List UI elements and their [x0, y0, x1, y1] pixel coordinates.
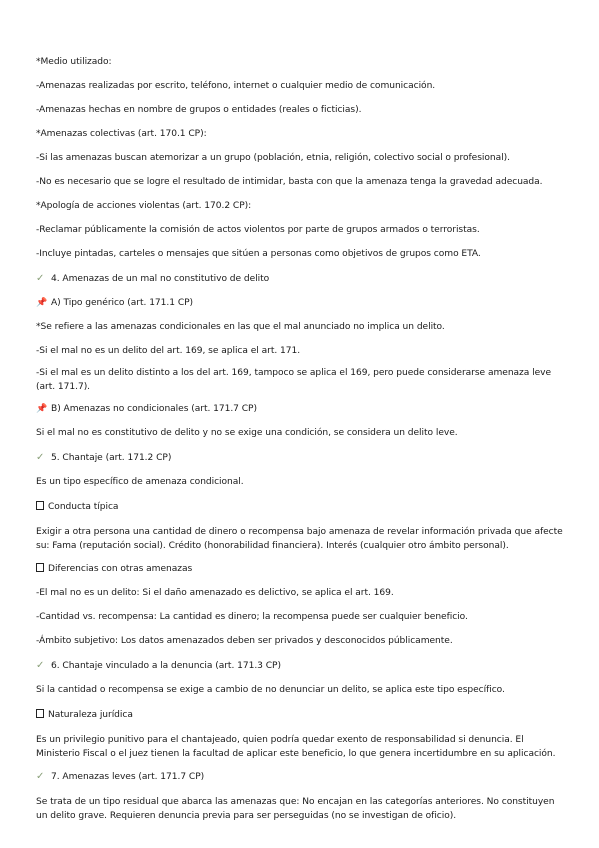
heading-text: 6. Chantaje vinculado a la denuncia (art. 171.3 CP): [51, 661, 281, 671]
text-line: -Si el mal no es un delito del art. 169, se aplica el art. 171.: [36, 346, 301, 356]
text-line: Es un tipo específico de amenaza condicional.: [36, 477, 244, 487]
section-heading-7: [36, 771, 566, 783]
heading-text: 5. Chantaje (art. 171.2 CP): [51, 453, 172, 463]
paragraph: -Si el mal es un delito distinto a los del art. 169, tampoco se aplica el 169, pero puede considerarse amenaza leve (art. 171.7).: [36, 368, 552, 392]
text-line: *Se refiere a las amenazas condicionales en las que el mal anunciado no implica un delito.: [36, 322, 445, 332]
check-icon: ✓: [36, 452, 45, 463]
paragraph: Es un privilegio punitivo para el chantajeado, quien podría quedar exento de responsabilidad si denuncia. El Ministerio Fiscal o el juez tienen la facultad de aplicar este beneficio, lo que genera incertidumbre en su aplicación.: [36, 735, 556, 759]
pushpin-icon: 📌: [36, 404, 48, 414]
check-icon: ✓: [36, 771, 45, 782]
text-line: Si la cantidad o recompensa se exige a cambio de no denunciar un delito, se aplica este tipo específico.: [36, 685, 505, 695]
heading-text: Diferencias con otras amenazas: [48, 564, 193, 574]
text-line: -Amenazas realizadas por escrito, teléfono, internet o cualquier medio de comunicación.: [36, 81, 436, 91]
subsection-heading-a: [36, 298, 566, 309]
section-heading-6: [36, 660, 566, 672]
text-line: Si el mal no es constitutivo de delito y no se exige una condición, se considera un delito leve.: [36, 428, 458, 438]
heading-text: 7. Amenazas leves (art. 171.7 CP): [51, 772, 205, 782]
box-heading-naturaleza: [36, 709, 566, 721]
text-line: -No es necesario que se logre el resultado de intimidar, basta con que la amenaza tenga la gravedad adecuada.: [36, 177, 543, 187]
text-line: -El mal no es un delito: Si el daño amenazado es delictivo, se aplica el art. 169.: [36, 588, 394, 598]
heading-text: Naturaleza jurídica: [48, 710, 133, 720]
section-heading-4: [36, 273, 566, 285]
subsection-heading-b: [36, 404, 566, 415]
paragraph: Exigir a otra persona una cantidad de dinero o recompensa bajo amenaza de revelar información privada que afecte su: Fama (reputación social). Crédito (honorabilidad financiera). Interés (cualquier otro ámbito personal).: [36, 527, 563, 551]
checkbox-icon: [36, 709, 44, 718]
text-line: -Ámbito subjetivo: Los datos amenazados deben ser privados y desconocidos públicamente.: [36, 636, 453, 646]
check-icon: ✓: [36, 660, 45, 671]
text-line: -Reclamar públicamente la comisión de actos violentos por parte de grupos armados o terroristas.: [36, 225, 480, 235]
section-heading-5: [36, 452, 566, 464]
text-line: *Apología de acciones violentas (art. 170.2 CP):: [36, 201, 252, 211]
text-line: *Amenazas colectivas (art. 170.1 CP):: [36, 129, 207, 139]
paragraph: Se trata de un tipo residual que abarca las amenazas que: No encajan en las categorías anteriores. No constituyen un delito grave. Requieren denuncia previa para ser perseguidas (no se investigan de oficio).: [36, 797, 555, 821]
text-line: -Amenazas hechas en nombre de grupos o entidades (reales o ficticias).: [36, 105, 362, 115]
box-heading-conducta: [36, 501, 566, 513]
box-heading-diferencias: [36, 563, 566, 575]
text-line: -Incluye pintadas, carteles o mensajes que sitúen a personas como objetivos de grupos como ETA.: [36, 249, 481, 259]
text-line: *Medio utilizado:: [36, 57, 112, 67]
check-icon: ✓: [36, 273, 45, 284]
checkbox-icon: [36, 501, 44, 510]
heading-text: 4. Amenazas de un mal no constitutivo de delito: [51, 274, 270, 284]
heading-text: A) Tipo genérico (art. 171.1 CP): [51, 298, 194, 308]
pushpin-icon: 📌: [36, 298, 48, 308]
heading-text: Conducta típica: [48, 502, 119, 512]
text-line: -Cantidad vs. recompensa: La cantidad es dinero; la recompensa puede ser cualquier beneficio.: [36, 612, 468, 622]
text-line: -Si las amenazas buscan atemorizar a un grupo (población, etnia, religión, colectivo social o profesional).: [36, 153, 510, 163]
checkbox-icon: [36, 563, 44, 572]
document-page: [36, 57, 566, 823]
heading-text: B) Amenazas no condicionales (art. 171.7 CP): [51, 404, 257, 414]
